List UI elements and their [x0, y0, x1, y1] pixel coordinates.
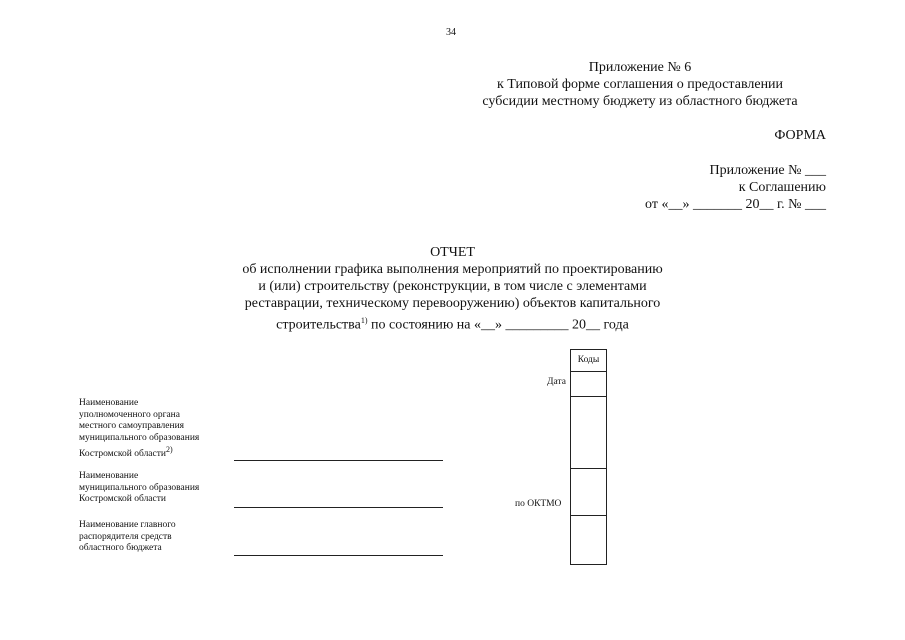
agreement-to: к Соглашению	[738, 180, 826, 195]
body-name-label-line: уполномоченного органа	[79, 409, 180, 420]
oktmo-label: по ОКТМО	[515, 499, 562, 509]
report-subtitle-line-2: и (или) строительству (реконструкции, в том числе с элементами	[258, 279, 647, 294]
body-name-field[interactable]	[234, 460, 443, 461]
report-subtitle-line-4	[0, 312, 905, 334]
codes-header: Коды	[577, 355, 600, 365]
body-name-label-line	[79, 444, 239, 461]
body-name-label-line: местного самоуправления	[79, 421, 185, 431]
report-line4-start: строительства	[276, 317, 361, 333]
appendix-header	[440, 59, 840, 110]
appendix-title: Приложение № 6	[588, 60, 692, 75]
body-name-label-line: Наименование	[79, 398, 139, 408]
manager-name-label-line: распорядителя средств	[79, 531, 172, 542]
body-name-label-text: Костромской области	[79, 449, 166, 460]
municipality-name-field[interactable]	[234, 507, 443, 508]
agreement-appendix-number: Приложение № ___	[709, 163, 826, 178]
report-title-block	[0, 244, 905, 334]
oktmo-code-cell[interactable]	[571, 469, 606, 516]
municipality-name-label	[79, 471, 239, 506]
body-name-label-line: муниципального образования	[79, 432, 200, 443]
manager-name-label	[79, 520, 239, 555]
manager-name-label-line: областного бюджета	[79, 543, 162, 553]
manager-name-label-line: Наименование главного	[79, 520, 176, 530]
report-subtitle-line-1: об исполнении графика выполнения мероприятий по проектированию	[242, 262, 663, 277]
appendix-line-3: субсидии местному бюджету из областного бюджета	[482, 94, 798, 109]
codes-header-cell	[571, 350, 606, 372]
agreement-reference	[645, 162, 826, 213]
footnote-1-mark: 1)	[360, 316, 368, 325]
date-code-cell[interactable]	[571, 372, 606, 397]
municipality-name-label-line: Наименование	[79, 471, 139, 481]
municipality-name-label-line: Костромской области	[79, 494, 166, 504]
footnote-2-mark: 2)	[165, 445, 173, 454]
manager-name-field[interactable]	[234, 555, 443, 556]
report-title: ОТЧЕТ	[430, 245, 475, 260]
body-code-cell[interactable]	[571, 397, 606, 469]
body-name-label	[79, 398, 239, 461]
municipality-name-label-line: муниципального образования	[79, 482, 200, 493]
report-line4-end: по состоянию на «__» _________ 20__ года	[367, 317, 629, 333]
agreement-date-number: от «__» _______ 20__ г. № ___	[645, 197, 826, 212]
manager-code-cell[interactable]	[571, 516, 606, 564]
appendix-line-2: к Типовой форме соглашения о предоставлении	[496, 77, 784, 92]
codes-table	[570, 349, 607, 565]
date-label: Дата	[547, 377, 566, 387]
report-subtitle-line-3: реставрации, техническому перевооружению) объектов капитального	[244, 296, 661, 311]
page-number: 34	[446, 27, 456, 38]
form-label: ФОРМА	[774, 128, 826, 143]
